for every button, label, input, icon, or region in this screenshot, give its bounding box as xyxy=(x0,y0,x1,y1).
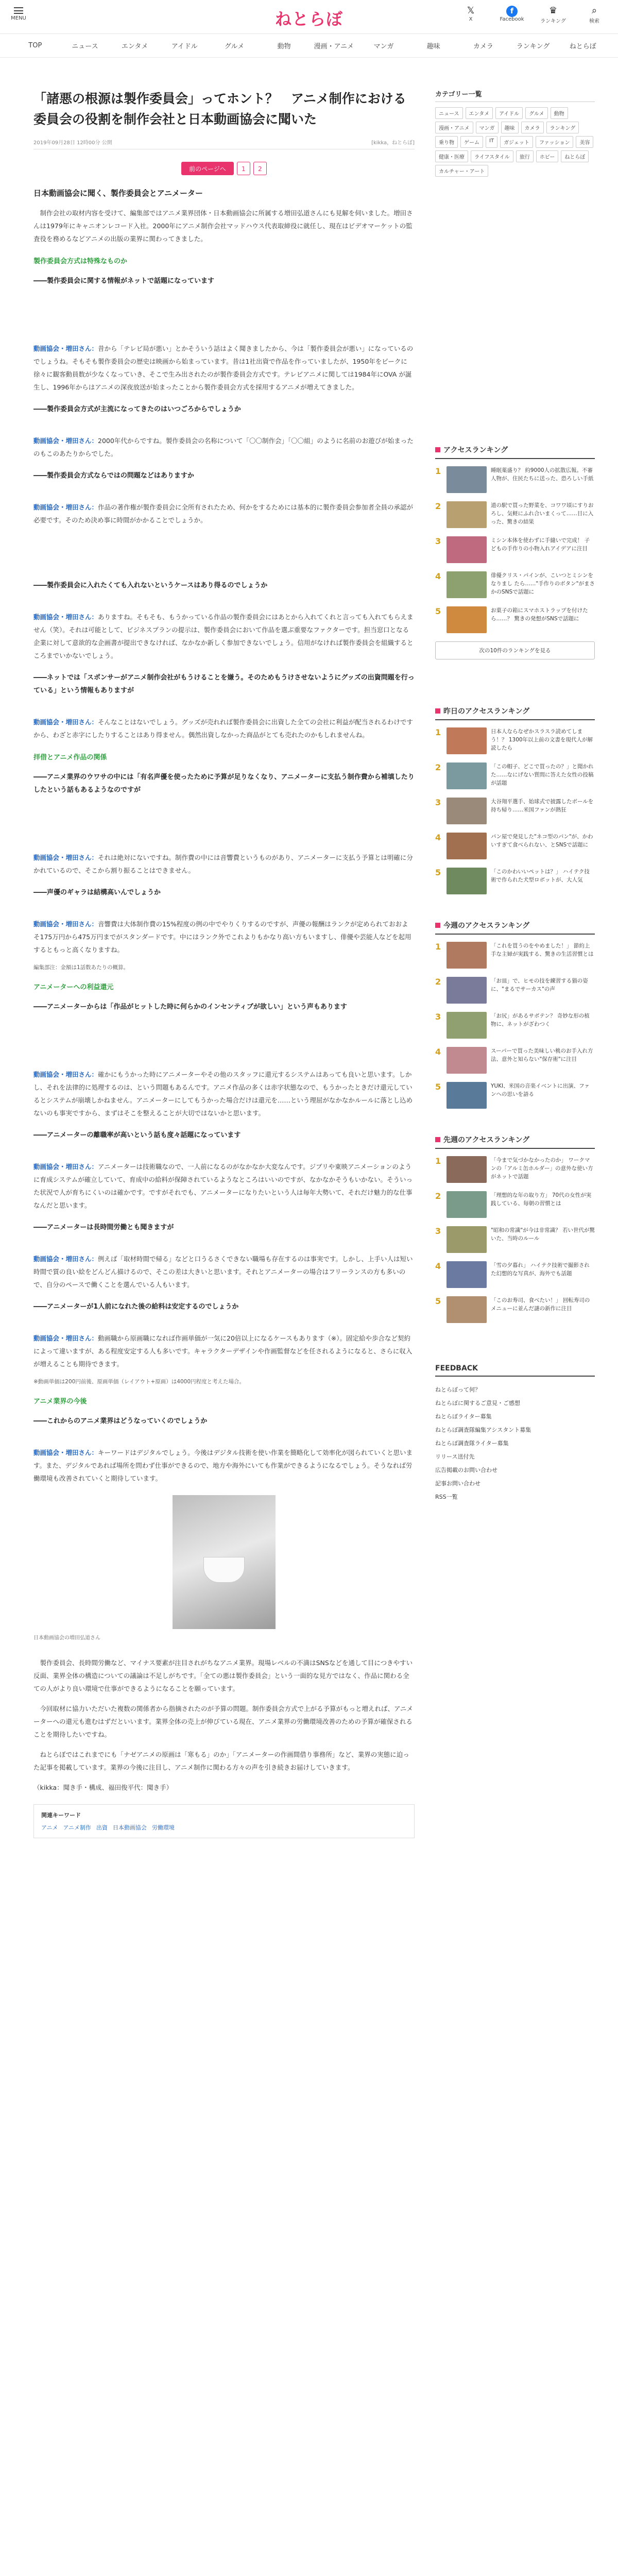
category-title: カテゴリー一覧 xyxy=(435,89,595,102)
site-logo[interactable]: ねとらぼ xyxy=(274,9,343,29)
search-label: 検索 xyxy=(589,19,599,24)
interview-question: ――アニメ業界のウワサの中には「有名声優を使ったために予算が足りなくなり、アニメーターに支払う制作費から補填したりしたという話もあるようなのですが xyxy=(33,773,415,794)
keyword-link[interactable]: アニメ xyxy=(41,1824,58,1831)
interview-answer xyxy=(33,1068,415,1120)
ranking-marker-icon xyxy=(435,447,440,452)
speaker-name: 動画協会・増田さん： xyxy=(33,1449,98,1456)
interview-question: ――アニメーターの離職率が高いという話も度々話題になっています xyxy=(33,1131,241,1139)
ranking-item[interactable] xyxy=(435,868,595,894)
rank-number: 4 xyxy=(435,833,441,842)
keyword-link[interactable]: 出資 xyxy=(96,1824,108,1831)
ranking-headline: 睡眠薬盛り？ 約9000人の拡散広報。不審人物が、住民たちに送った、恐ろしい手紙 xyxy=(491,467,594,482)
interview-answer xyxy=(33,342,415,394)
answer-text: ありますね。そもそも、もうかっている作品の製作委員会にはあとから入れてくれと言っても入れてもらえません（笑）。それは可能として、ビジネスプランの提示は、製作委員会において作品を選ぶ重要なファクターです。担当窓口となる企業に対して意欲的な企画書が提出できなければ、なかなか新しく参加できないでしょう。信用がなければ製作委員会を組織するところまでいかないでしょう。 xyxy=(33,613,414,659)
category-tag[interactable]: ニュース xyxy=(435,107,463,119)
ranking-thumbnail xyxy=(447,798,487,824)
rank-number: 2 xyxy=(435,501,441,511)
rank-number: 2 xyxy=(435,762,441,772)
interview-answer xyxy=(33,1252,415,1291)
interview-question: ――声優のギャラは結構高いんでしょうか xyxy=(33,889,161,896)
ranking-item[interactable] xyxy=(435,1012,595,1039)
prev-page-button[interactable]: 前のページへ xyxy=(181,162,234,175)
nav-item[interactable]: グルメ xyxy=(224,43,245,50)
category-tag[interactable]: アイドル xyxy=(495,107,523,119)
nav-item[interactable]: 動物 xyxy=(277,43,291,50)
article-subtitle: 日本動画協会に聞く、製作委員会とアニメーター xyxy=(33,189,203,198)
ranking-headline: 「このお寿司、食べたい！」 回転寿司のメニューに並んだ謎の新作に注目 xyxy=(491,1297,590,1312)
menu-button[interactable] xyxy=(8,7,29,21)
ranking-item[interactable] xyxy=(435,466,595,493)
interview-question: ――アニメーターは長時間労働とも聞きますが xyxy=(33,1224,174,1231)
category-tag[interactable]: 健康・医療 xyxy=(435,150,468,162)
more-ranking-button[interactable]: 次の10件のランキングを見る xyxy=(435,641,595,659)
feedback-link-text: ねとらぼ調査隊ライター募集 xyxy=(435,1440,509,1447)
interview-answer xyxy=(33,501,415,527)
feedback-link[interactable] xyxy=(435,1436,595,1450)
ranking-button[interactable] xyxy=(539,5,568,24)
facebook-label: Facebook xyxy=(500,16,524,22)
ranking-thumbnail xyxy=(447,571,487,598)
feedback-link[interactable] xyxy=(435,1383,595,1396)
category-tag[interactable]: ライフスタイル xyxy=(471,150,513,162)
interviewee-photo xyxy=(173,1495,276,1629)
nav-item[interactable]: ねとらぼ xyxy=(569,43,596,50)
rank-number: 3 xyxy=(435,1012,441,1022)
feedback-link-text: ねとらぼって何？ xyxy=(435,1386,480,1393)
category-tag[interactable]: 乗り物 xyxy=(435,136,458,148)
feedback-link[interactable] xyxy=(435,1490,595,1503)
feedback-link[interactable] xyxy=(435,1463,595,1477)
ad-space xyxy=(33,534,415,570)
ranking-headline: "昭和の常識"が今は非常識？ 若い世代が驚いた、当時のルール xyxy=(491,1227,595,1242)
ranking-thumbnail xyxy=(447,606,487,633)
rank-number: 3 xyxy=(435,1226,441,1236)
ranking-title-text: 先週のアクセスランキング xyxy=(443,1136,530,1144)
ranking-title xyxy=(435,920,595,935)
ranking-label: ランキング xyxy=(540,19,566,24)
category-tag[interactable]: カルチャー・アート xyxy=(435,165,488,177)
speaker-name: 動画協会・増田さん： xyxy=(33,437,98,445)
rank-number: 1 xyxy=(435,942,441,952)
facebook-icon: f xyxy=(506,6,518,17)
nav-item[interactable]: ニュース xyxy=(72,43,98,50)
ranking-marker-icon xyxy=(435,923,440,928)
speaker-name: 動画協会・増田さん： xyxy=(33,1071,98,1078)
ranking-thumbnail xyxy=(447,1047,487,1074)
nav-item[interactable]: カメラ xyxy=(473,43,493,50)
answer-text: それは絶対にないですね。制作費の中には音響費というものがあり、アニメーターに支払う予算とは明確に分かれているので、そこから割り振ることはできません。 xyxy=(33,854,413,874)
interview-answer xyxy=(33,1160,415,1212)
section-heading: 製作委員会方式は特殊なものか xyxy=(33,258,128,265)
ranking-item[interactable] xyxy=(435,536,595,563)
feedback-link[interactable] xyxy=(435,1477,595,1490)
ranking-thumbnail xyxy=(447,1082,487,1109)
interview-question: ――これからのアニメ業界はどうなっていくのでしょうか xyxy=(33,1417,208,1425)
pagination xyxy=(33,162,415,175)
ranking-item[interactable] xyxy=(435,1156,595,1183)
speaker-name: 動画協会・増田さん： xyxy=(33,920,98,928)
ranking-title-text: アクセスランキング xyxy=(443,446,508,454)
content-wrapper xyxy=(18,58,600,1843)
speaker-name: 動画協会・増田さん： xyxy=(33,854,98,861)
body-paragraph: 今回取材に協力いただいた複数の関係者から指摘されたのが予算の問題。制作委員会方式で上がる予算がもっと増えれば、アニメーターへの還元も進むはずだといいます。業界全体の売上が伸びている現在、アニメ業界の労働環境改善のための予算が確保されることを期待したいですね。 xyxy=(33,1705,413,1738)
speaker-name: 動画協会・増田さん： xyxy=(33,345,98,352)
ranking-title xyxy=(435,706,595,720)
feedback-link[interactable] xyxy=(435,1396,595,1410)
feedback-link[interactable] xyxy=(435,1450,595,1463)
ranking-thumbnail xyxy=(447,1296,487,1323)
category-tag[interactable]: グルメ xyxy=(525,107,547,119)
speaker-name: 動画協会・増田さん： xyxy=(33,1255,98,1263)
rank-number: 2 xyxy=(435,977,441,987)
intro-paragraph: 制作会社の取材内容を受けて、編集部ではアニメ業界団体・日本動画協会に所属する増田弘道さんにも見解を伺いました。増田さんは1979年にキャニオンレコード入社。2000年にアニメ制作会社マッドハウス代表取締役に就任し、現在はビデオマーケットの監査役を務めるなどアニメの出版の業界に関わってきました。 xyxy=(33,209,413,243)
speaker-name: 動画協会・増田さん： xyxy=(33,613,98,621)
rank-number: 5 xyxy=(435,606,441,616)
feedback-link-text: ねとらぼ調査隊編集アシスタント募集 xyxy=(435,1427,531,1433)
interview-answer xyxy=(33,716,415,741)
body-paragraph: 製作委員会、長時間労働など、マイナス要素が注目されがちなアニメ業界。現場レベルの不満はSNSなどを通して目につきやすい反面、業界全体の構造についての議論は不足しがちです。「全ての悪は製作委員会」という一面的な見方ではなく、作品に関わる全ての人がより良い環境で仕事ができるようになることを願っています。 xyxy=(33,1659,413,1692)
section-heading: 拝借とアニメ作品の関係 xyxy=(33,754,107,761)
ranking-thumbnail xyxy=(447,868,487,894)
body-paragraph: ねとらぼではこれまでにも「ナゼアニメの原画は「寒もる」のか」「アニメーターの作画間借り事務所」など、業界の実態に迫った記事を掲載しています。業界の今後に注目し、アニメ制作に関わる方々の声を引き続きお届けしていきます。 xyxy=(33,1751,409,1771)
answer-text: 音響費は大体制作費の15%程度の例の中でやりくりするのですが、声優の報酬はランクが定められておおよそ175万円から475万円までがスタンダードです。中にはランク外でこれよりもかなり高い方もいますし、俳優や芸能人などを起用するともっと高くなりますね。 xyxy=(33,920,411,954)
answer-text: 確かにもうかった時にアニメーターやその他のスタッフに還元するシステムはあっても良いと思います。しかし、それを法律的に処理するのは、という問題もあるんです。アニメ作品の多くは赤字状態なので、もうかったときだけ還元しているとシステムが崩壊しかねません。アニメーターにしてもうかった場合だけは還元を……という理屈がなかなかルールに落とし込めないのも事実ですから、まずはそこを整えることが大切ではないかと思います。 xyxy=(33,1071,413,1117)
rank-number: 4 xyxy=(435,571,441,581)
editor-note: ※動画単価は200円前後、原画単価（レイアウト+原画）は4000円程度と考えた場合。 xyxy=(33,1379,245,1385)
answer-text: 作品の著作権が製作委員会に全所有されたため、何かをするためには基本的に製作委員会参加者全員の承認が必要です。そのため決め事に時間がかかることでしょうか。 xyxy=(33,503,414,524)
ranking-headline: パン屋で発見した"ネコ型のパン"が、かわいすぎて食べられない、とSNSで話題に xyxy=(491,834,593,848)
ranking-thumbnail xyxy=(447,977,487,1004)
keyword-title: 関連キーワード xyxy=(41,1812,81,1819)
interview-question: ――ネットでは「スポンサーがアニメ制作会社がもうけることを嫌う。そのためもうけさせないようにグッズの出資問題を行っている」という情報もありますが xyxy=(33,674,415,694)
interview-question: ――製作委員会に入れたくても入れないというケースはあり得るのでしょうか xyxy=(33,582,268,589)
rank-number: 1 xyxy=(435,466,441,476)
category-tag[interactable]: 漫画・アニメ xyxy=(435,122,473,133)
ranking-headline: 「雪の夕暮れ」 ハイテク技術で撮影された幻想的な写真が、海外でも話題 xyxy=(491,1262,590,1277)
ranking-item[interactable] xyxy=(435,606,595,633)
interview-question: ――製作委員会に関する情報がネットで話題になっています xyxy=(33,277,215,285)
interview-answer xyxy=(33,918,415,956)
feedback-title: FEEDBACK xyxy=(435,1364,595,1377)
ranking-item[interactable] xyxy=(435,1047,595,1074)
category-tag[interactable]: IT xyxy=(486,136,497,148)
rank-number: 3 xyxy=(435,536,441,546)
feedback-link-text: 記事お問い合わせ xyxy=(435,1480,480,1487)
nav-item[interactable]: マンガ xyxy=(373,43,394,50)
ranking-headline: 日本人ならなぜかスラスラ読めてしまう！？ 1300年以上前の文書を現代人が解読したら xyxy=(491,728,593,751)
section-heading: アニメーターへの利益還元 xyxy=(33,984,114,991)
search-icon: ⌕ xyxy=(591,5,597,16)
ad-space xyxy=(33,1032,415,1068)
top-bar xyxy=(0,0,618,34)
nav-item[interactable]: エンタメ xyxy=(121,43,148,50)
body-paragraph: （kikka：聞き手・構成、福田俊平代：聞き手） xyxy=(33,1784,173,1791)
interview-answer xyxy=(33,434,415,460)
category-tag[interactable]: ランキング xyxy=(546,122,579,133)
header-icons xyxy=(456,5,609,24)
ranking-item[interactable] xyxy=(435,1226,595,1253)
ad-space xyxy=(435,1331,595,1349)
ranking-headline: スーパーで買った美味しい桃のお手入れ方法、意外と知らない"保存術"に注目 xyxy=(491,1048,593,1062)
ad-space xyxy=(435,1117,595,1134)
answer-text: そんなことはないでしょう。グッズが売れれば製作委員会に出資した全ての会社に利益が配当されるわけですから、わざと赤字にしたりすることはあり得ません。偶然出資しなかった商品がとても売れたのかもしれませんね。 xyxy=(33,718,413,739)
answer-text: 2000年代からですね。製作委員会の名称について「〇〇制作会」「〇〇組」のように名前のお遊びが始まったのもこのあたりからでした。 xyxy=(33,437,414,457)
ranking-panels xyxy=(435,445,595,1349)
page-link[interactable]: 1 xyxy=(237,162,250,175)
facebook-share-button[interactable] xyxy=(497,5,526,24)
ranking-item[interactable] xyxy=(435,762,595,789)
answer-text: 動画職から原画職になれば作画単価が一気に20倍以上になるケースもあります（※）。固定給や歩合など契約によって違いますが、ある程度安定する人も多いです。キャラクターデザインや作画監督などを任されるようになると、さらに収入が増えることも期待できます。 xyxy=(33,1334,413,1368)
section-heading: アニメ業界の今後 xyxy=(33,1398,87,1405)
article-main xyxy=(18,89,415,1843)
ranking-thumbnail xyxy=(447,727,487,754)
interview-question: ――アニメーターからは「作品がヒットした時に何らかのインセンティブが欲しい」という声もあります xyxy=(33,1003,347,1011)
ranking-headline: 「今まで気づかなかったのか」 ワークマンの「アルミ缶ホルダー」の意外な使い方がネットで話題 xyxy=(491,1157,593,1180)
feedback-link[interactable] xyxy=(435,1410,595,1423)
category-tag[interactable]: エンタメ xyxy=(466,107,493,119)
feedback-link[interactable] xyxy=(435,1423,595,1436)
ranking-headline: 道の駅で買った野菜を、コワワ頃にすりおろし、気軽にふれ合いまくって……目に入った、驚きの結果 xyxy=(491,502,594,525)
answer-text: キーワードはデジタルでしょう。今後はデジタル技術を使い作業を簡略化して効率化が図られていくと思います。また、デジタルであれば場所を問わず仕事ができるので、地方や海外にいても作業ができるようになるでしょう。そうなれば労働環境も改善されていくと期待しています。 xyxy=(33,1449,413,1482)
ranking-headline: 「このかわいいペットは？」 ハイテク技術で作られた犬型ロボットが、大人気 xyxy=(491,869,590,883)
answer-text: アニメーターは技術職なので、一人前になるのがなかなか大変なんです。ジブリや東映アニメーションのように育成システムが確立していて、育成中の給料が保障されているようなところはいいのですが、なかなかそうもいかない。そういった状況で人が育ちにくいのは確かです。ですがそれでも、アニメーターになりたいという人は毎年大勢いて、それだけ魅力的な仕事なんだと思います。 xyxy=(33,1163,413,1209)
photo-caption: 日本動画協会の増田弘道さん xyxy=(33,1635,100,1641)
interview-question: ――製作委員会方式ならではの問題などはありますか xyxy=(33,472,194,480)
category-tag[interactable]: ガジェット xyxy=(500,136,533,148)
ranking-marker-icon xyxy=(435,708,440,714)
category-list xyxy=(435,107,595,177)
ranking-headline: 「この帽子、どこで買ったの？」と聞かれた……なにげない質問に答えた女性の投稿が話題 xyxy=(491,764,594,786)
ranking-thumbnail xyxy=(447,1156,487,1183)
ranking-headline: 「理想的な年の取り方」 70代の女性が実践している、毎朝の習慣とは xyxy=(491,1192,592,1207)
category-tag[interactable]: 動物 xyxy=(551,107,568,119)
ranking-headline: ミシン本体を使わずに手縫いで完成！ 子どもの手作りの小物入れアイデアに注目 xyxy=(491,537,590,552)
x-share-button[interactable] xyxy=(456,5,485,24)
ranking-thumbnail xyxy=(447,1191,487,1218)
editor-note: 編集部注：金額は1話数あたりの概算。 xyxy=(33,964,129,971)
feedback-link-text: ねとらぼライター募集 xyxy=(435,1413,492,1420)
category-tag[interactable]: ゲーム xyxy=(460,136,483,148)
ranking-item[interactable] xyxy=(435,501,595,528)
ranking-headline: 「これを買うのをやめました！」 節約上手な主婦が実践する、驚きの生活習慣とは xyxy=(491,943,594,957)
category-tag[interactable]: 趣味 xyxy=(501,122,519,133)
ranking-title xyxy=(435,445,595,459)
ranking-headline: 「お尻」があるサボテン？ 奇妙な形の植物に、ネットがざわつく xyxy=(491,1013,590,1027)
nav-item[interactable]: 趣味 xyxy=(426,43,440,50)
ranking-thumbnail xyxy=(447,501,487,528)
ranking-thumbnail xyxy=(447,762,487,789)
ranking-item[interactable] xyxy=(435,727,595,754)
ranking-thumbnail xyxy=(447,942,487,969)
keyword-list xyxy=(41,1823,407,1832)
feedback-link-text: ねとらぼに関するご意見・ご感想 xyxy=(435,1400,520,1406)
ranking-item[interactable] xyxy=(435,798,595,824)
interview-question: ――アニメーターが1人前になれた後の給料は安定するのでしょうか xyxy=(33,1303,239,1311)
category-tag[interactable]: ホビー xyxy=(536,150,559,162)
teacup-shape xyxy=(203,1557,245,1583)
ranking-headline: お菓子の箱にスマホストラップを付けたら……？ 驚きの発想がSNSで話題に xyxy=(491,607,588,622)
search-button[interactable] xyxy=(580,5,609,24)
ranking-headline: YUKI、米国の音楽イベントに出演、ファンへの思いを語る xyxy=(491,1083,590,1097)
category-tag[interactable]: ファッション xyxy=(536,136,574,148)
ranking-thumbnail xyxy=(447,1012,487,1039)
global-nav xyxy=(0,34,618,58)
nav-item[interactable]: 漫画・アニメ xyxy=(314,43,354,50)
hamburger-icon xyxy=(14,7,23,14)
ranking-item[interactable] xyxy=(435,977,595,1004)
feedback-link-text: 広告掲載のお問い合わせ xyxy=(435,1467,497,1473)
category-tag[interactable]: マンガ xyxy=(476,122,499,133)
interview-answer xyxy=(33,1332,415,1370)
keyword-box xyxy=(33,1804,415,1838)
interview-answer xyxy=(33,1446,415,1485)
nav-item[interactable]: ランキング xyxy=(516,43,550,50)
article-title: 「諸悪の根源は製作委員会」ってホント？ アニメ制作における委員会の役割を制作会社と日本動画協会に聞いた xyxy=(33,91,406,127)
ranking-item[interactable] xyxy=(435,1296,595,1323)
ranking-headline: 大谷翔平選手、始球式で披露したボールを持ち帰り……米国ファンが熱狂 xyxy=(491,799,594,813)
ranking-headline: 俳優クリス・パインが、こいつとミシンをなりまし たら……"手作りのボタン"がまさかのSNSで話題に xyxy=(491,572,595,595)
interview-answer xyxy=(33,611,415,662)
rank-number: 5 xyxy=(435,1082,441,1092)
ranking-thumbnail xyxy=(447,1226,487,1253)
article-meta xyxy=(33,138,415,149)
ad-space xyxy=(33,306,415,342)
keyword-link[interactable]: アニメ制作 xyxy=(63,1824,91,1831)
category-tag[interactable]: ねとらぼ xyxy=(561,150,589,162)
nav-item[interactable]: アイドル xyxy=(171,43,198,50)
ranking-marker-icon xyxy=(435,1137,440,1142)
rank-number: 1 xyxy=(435,1156,441,1166)
keyword-link[interactable]: 日本動画協会 xyxy=(112,1824,147,1831)
rank-number: 5 xyxy=(435,868,441,877)
x-icon: 𝕏 xyxy=(467,5,475,16)
answer-text: 例えば「取材時間で帰る」などと口うるさくできない職場も存在するのは事実です。しかし、上手い人は短い時間で質の良い絵をどんどん描けるので、そこの差は大きいと思います。それとアニメーターの場合はフリーランスの方も多いので、自分のペースで働くことを選んでいる人もいます。 xyxy=(33,1255,413,1289)
keyword-link[interactable]: 労働環境 xyxy=(151,1824,175,1831)
ranking-item[interactable] xyxy=(435,833,595,859)
feedback-link-text: リリース送付先 xyxy=(435,1453,475,1460)
speaker-name: 動画協会・増田さん： xyxy=(33,1163,98,1171)
ranking-item[interactable] xyxy=(435,571,595,598)
crown-icon: ♛ xyxy=(548,5,558,16)
ranking-item[interactable] xyxy=(435,1082,595,1109)
ranking-title-text: 今週のアクセスランキング xyxy=(443,922,530,930)
rank-number: 2 xyxy=(435,1191,441,1201)
x-label: X xyxy=(469,16,473,22)
rank-number: 4 xyxy=(435,1261,441,1271)
rank-number: 4 xyxy=(435,1047,441,1057)
menu-label: MENU xyxy=(11,15,26,21)
speaker-name: 動画協会・増田さん： xyxy=(33,1334,98,1342)
ranking-thumbnail xyxy=(447,466,487,493)
page-link[interactable]: 2 xyxy=(253,162,267,175)
nav-item[interactable]: TOP xyxy=(28,42,42,49)
feedback-link-text: RSS一覧 xyxy=(435,1494,458,1500)
ranking-thumbnail xyxy=(447,1261,487,1288)
rank-number: 1 xyxy=(435,727,441,737)
speaker-name: 動画協会・増田さん： xyxy=(33,718,98,726)
category-tag[interactable]: 旅行 xyxy=(516,150,534,162)
rank-number: 3 xyxy=(435,798,441,807)
sidebar xyxy=(435,89,595,1843)
interview-answer xyxy=(33,851,415,877)
category-tag[interactable]: 美容 xyxy=(576,136,593,148)
ranking-item[interactable] xyxy=(435,942,595,969)
ranking-item[interactable] xyxy=(435,1191,595,1218)
ranking-title-text: 昨日のアクセスランキング xyxy=(443,707,530,716)
ad-space xyxy=(33,815,415,851)
rank-number: 5 xyxy=(435,1296,441,1306)
feedback-links xyxy=(435,1383,595,1503)
article-byline: [kikka，ねとらぼ] xyxy=(371,140,415,146)
ranking-thumbnail xyxy=(447,536,487,563)
article-date: 2019年09月28日 12時00分 公開 xyxy=(33,140,112,146)
interview-question: ――製作委員会方式が主流になってきたのはいつごろからでしょうか xyxy=(33,405,241,413)
ranking-thumbnail xyxy=(447,833,487,859)
ranking-item[interactable] xyxy=(435,1261,595,1288)
article-body xyxy=(33,256,415,1794)
answer-text: 昔から「テレビ局が悪い」とかそういう話はよく聞きましたから、今は「製作委員会が悪い」になっているのでしょうね。そもそも製作委員会の歴史は映画から始まっています。昔は1社出資で作品を作っていましたが、1950年をピークに徐々に観客動員数が少なくなっていき、そこで生み出されたのが製作委員会方式です。テレビアニメに関しては1984年にOVA が誕生し、1996年からはアニメの深夜放送が始まったことから製作委員会方式を採用するアニメが増えてきました。 xyxy=(33,345,414,391)
ranking-title xyxy=(435,1134,595,1149)
ad-space xyxy=(435,903,595,920)
ranking-headline: 「お皿」で、ヒモの技を練習する猫の姿に、"まるでサーカス"の声 xyxy=(491,978,588,992)
speaker-name: 動画協会・増田さん： xyxy=(33,503,98,511)
category-tag[interactable]: カメラ xyxy=(521,122,544,133)
